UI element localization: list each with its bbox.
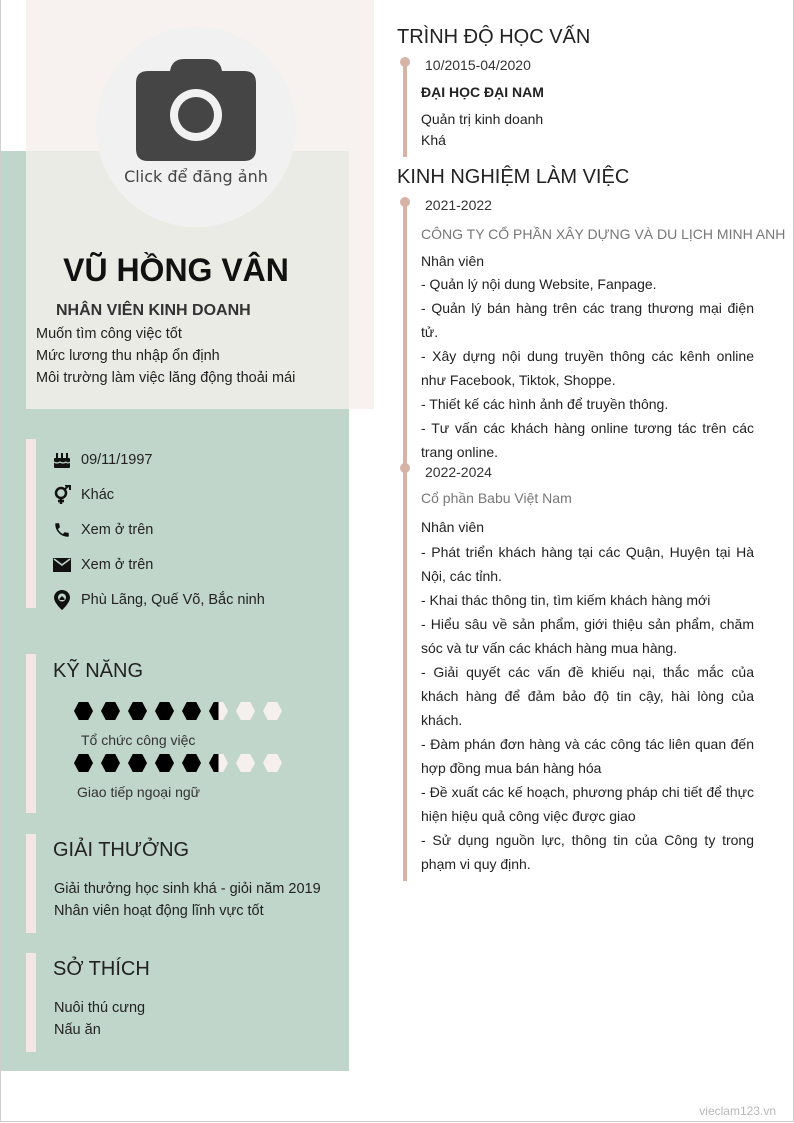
birthday-value: 09/11/1997	[81, 451, 153, 468]
contact-birthday[interactable]	[52, 442, 265, 477]
rating-hex-filled	[128, 702, 147, 720]
experience-title[interactable]: KINH NGHIỆM LÀM VIỆC	[397, 166, 630, 188]
rating-hex-empty	[236, 702, 255, 720]
job-duties[interactable]	[421, 272, 754, 464]
section-accent-bar	[26, 654, 36, 813]
rating-hex-empty	[263, 754, 282, 772]
rating-hex-filled	[74, 754, 93, 772]
skill-rating[interactable]	[74, 754, 282, 772]
duty-item: - Khai thác thông tin, tìm kiếm khách hàng mới	[421, 592, 711, 608]
duty-item: - Tư vấn các khách hàng online tương tác trên các trang online.	[421, 420, 754, 460]
contact-email[interactable]	[52, 547, 265, 582]
duty-item: - Đề xuất các kế hoạch, phương pháp chi tiết để thực hiện hiệu quả công việc được giao	[421, 784, 754, 824]
timeline-dot	[400, 463, 410, 473]
candidate-name[interactable]: VŨ HỒNG VÂN	[63, 252, 289, 288]
duty-item: - Quản lý nội dung Website, Fanpage.	[421, 276, 657, 292]
gender-value: Khác	[81, 486, 115, 503]
job-position[interactable]: Nhân viên	[421, 519, 485, 535]
contact-address[interactable]	[52, 582, 265, 617]
contact-gender[interactable]	[52, 477, 265, 512]
section-accent-bar	[26, 834, 36, 933]
location-pin-icon	[52, 590, 72, 610]
phone-icon	[52, 520, 72, 540]
education-major[interactable]: Quản trị kinh doanh	[421, 111, 544, 127]
job-period[interactable]: 2022-2024	[425, 464, 492, 480]
email-value: Xem ở trên	[81, 556, 154, 573]
job-period[interactable]: 2021-2022	[425, 197, 492, 213]
duty-item: - Sử dụng nguồn lực, thông tin của Công ty trong phạm vi quy định.	[421, 832, 754, 872]
job-title[interactable]: NHÂN VIÊN KINH DOANH	[56, 302, 251, 319]
contact-phone[interactable]	[52, 512, 265, 547]
timeline-line	[403, 60, 407, 157]
job-company[interactable]: CÔNG TY CỔ PHẦN XÂY DỰNG VÀ DU LỊCH MINH ANH	[421, 226, 786, 242]
rating-hex-filled	[182, 702, 201, 720]
rating-hex-half	[209, 754, 228, 772]
objective-item: Môi trường làm việc lăng động thoải mái	[36, 370, 296, 386]
hobbies-list[interactable]	[54, 997, 145, 1041]
skill-label[interactable]: Giao tiếp ngoại ngữ	[77, 784, 201, 800]
birthday-cake-icon	[52, 450, 72, 470]
duty-item: - Hiểu sâu về sản phẩm, giới thiệu sản phẩm, chăm sóc và tư vấn các khách hàng mua hàng.	[421, 616, 754, 656]
hobbies-title[interactable]: SỞ THÍCH	[53, 958, 150, 980]
rating-hex-filled	[128, 754, 147, 772]
award-item: Nhân viên hoạt động lĩnh vực tốt	[54, 903, 264, 919]
education-title[interactable]: TRÌNH ĐỘ HỌC VẤN	[397, 26, 591, 48]
gender-icon	[52, 485, 72, 505]
camera-icon	[136, 57, 256, 162]
awards-title[interactable]: GIẢI THƯỞNG	[53, 839, 190, 861]
hobby-item: Nuôi thú cưng	[54, 1000, 146, 1016]
education-period[interactable]: 10/2015-04/2020	[425, 57, 531, 73]
contact-info	[52, 442, 265, 617]
duty-item: - Giải quyết các vấn đề khiếu nại, thắc mắc của khách hàng để đảm bảo độ tin cậy, hài lòng của khách.	[421, 664, 754, 728]
education-grade[interactable]: Khá	[421, 132, 446, 148]
education-school[interactable]: ĐẠI HỌC ĐẠI NAM	[421, 84, 544, 100]
skill-rating[interactable]	[74, 702, 282, 720]
timeline-dot	[400, 57, 410, 67]
phone-value: Xem ở trên	[81, 521, 154, 538]
rating-hex-half	[209, 702, 228, 720]
duty-item: - Quản lý bán hàng trên các trang thương mại điện tử.	[421, 300, 754, 340]
job-position[interactable]: Nhân viên	[421, 253, 485, 269]
rating-hex-filled	[74, 702, 93, 720]
section-accent-bar	[26, 953, 36, 1052]
rating-hex-empty	[263, 702, 282, 720]
section-accent-bar	[26, 439, 36, 608]
award-item: Giải thưởng học sinh khá - giỏi năm 2019	[54, 881, 321, 897]
address-value: Phù Lãng, Quế Võ, Bắc ninh	[81, 591, 265, 608]
hobby-item: Nấu ăn	[54, 1022, 101, 1038]
rating-hex-empty	[236, 754, 255, 772]
duty-item: - Đàm phán đơn hàng và các công tác liên quan đến hợp đồng mua bán hàng hóa	[421, 736, 754, 776]
rating-hex-filled	[155, 754, 174, 772]
rating-hex-filled	[155, 702, 174, 720]
duty-item: - Phát triển khách hàng tại các Quận, Huyện tại Hà Nội, các tỉnh.	[421, 544, 754, 584]
duty-item: - Thiết kế các hình ảnh để truyền thông.	[421, 396, 669, 412]
job-duties[interactable]	[421, 540, 754, 876]
rating-hex-filled	[101, 754, 120, 772]
awards-list[interactable]	[54, 878, 321, 922]
objective-item: Muốn tìm công việc tốt	[36, 326, 182, 342]
duty-item: - Xây dựng nội dung truyền thông các kênh online như Facebook, Tiktok, Shoppe.	[421, 348, 754, 388]
skill-label[interactable]: Tổ chức công việc	[81, 732, 196, 748]
timeline-dot	[400, 197, 410, 207]
photo-upload-caption: Click để đăng ảnh	[124, 167, 268, 186]
objective-item: Mức lương thu nhập ổn định	[36, 348, 220, 364]
rating-hex-filled	[182, 754, 201, 772]
watermark: vieclam123.vn	[699, 1104, 776, 1118]
rating-hex-filled	[101, 702, 120, 720]
photo-upload-button[interactable]	[96, 27, 296, 227]
timeline-line	[403, 200, 407, 881]
job-company[interactable]: Cổ phần Babu Việt Nam	[421, 490, 572, 506]
skills-title[interactable]: KỸ NĂNG	[53, 660, 144, 682]
email-icon	[52, 555, 72, 575]
career-objectives[interactable]	[36, 323, 295, 389]
